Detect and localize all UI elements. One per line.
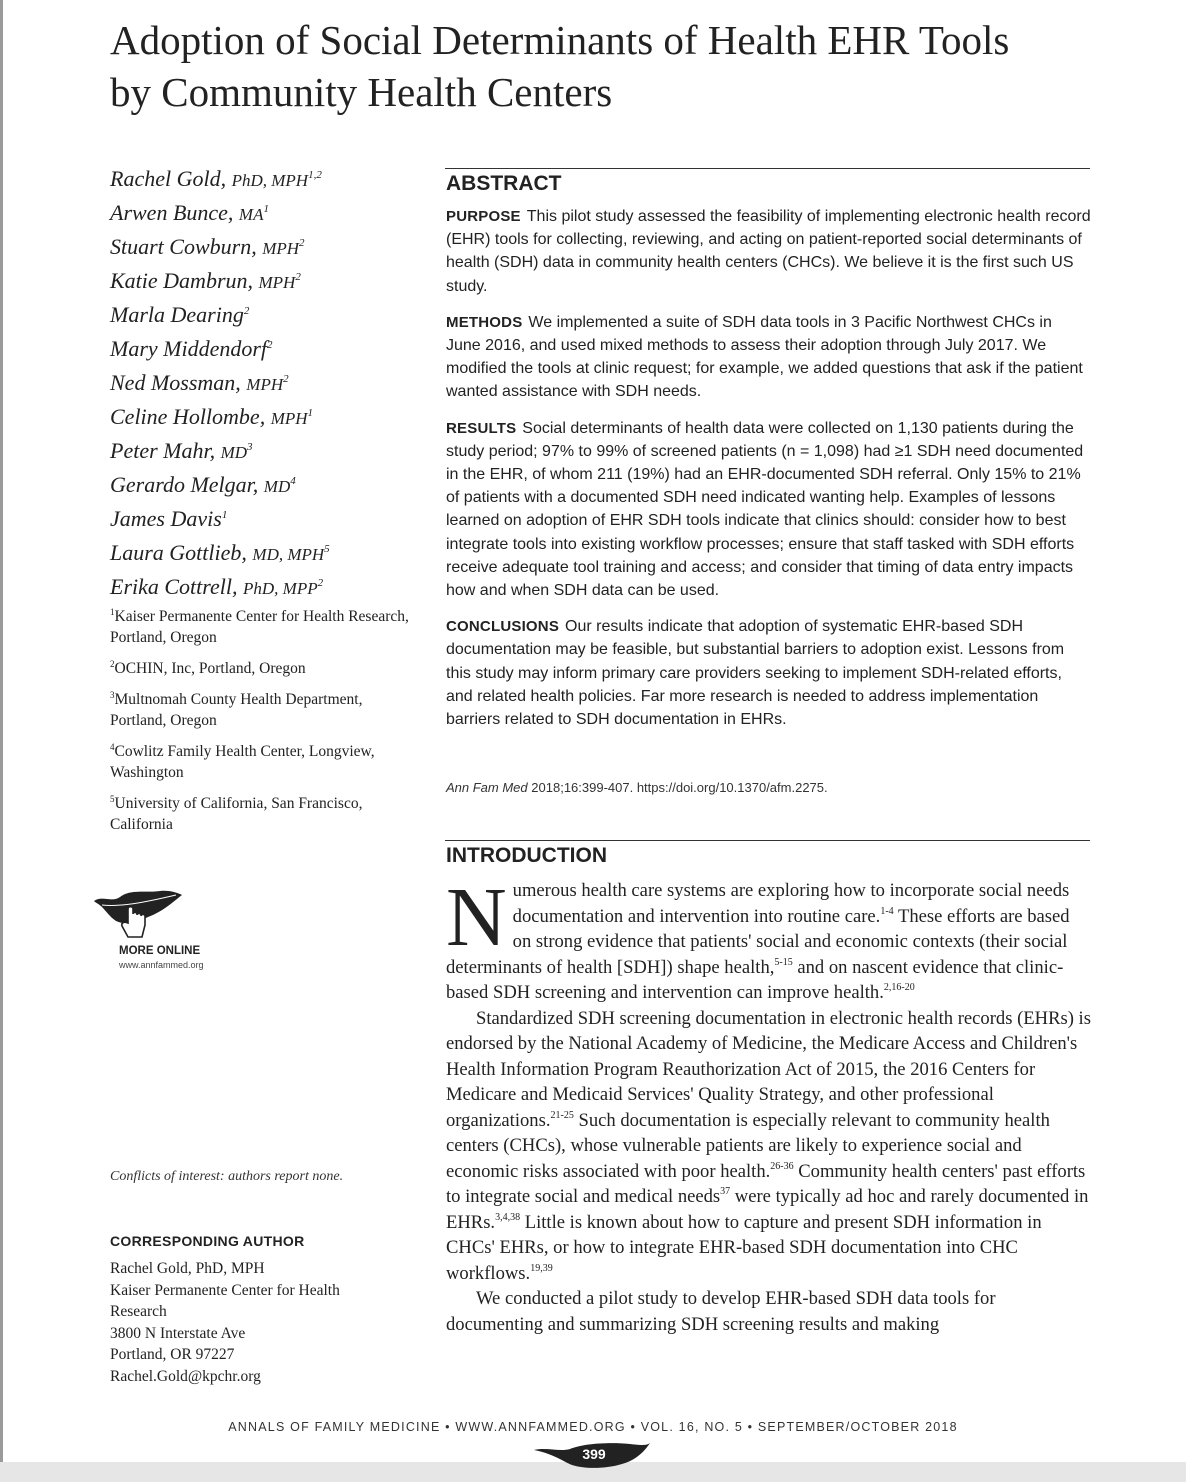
author-name: [110, 196, 410, 230]
more-online-url[interactable]: www.annfammed.org: [119, 960, 204, 970]
citation-journal: Ann Fam Med: [446, 780, 528, 795]
abstract-results: [446, 417, 1091, 603]
abstract-purpose: [446, 205, 1091, 298]
affiliation-item: [110, 658, 410, 679]
author-full-name: Stuart Cowburn,: [110, 234, 257, 259]
author-full-name: Mary Middendorf: [110, 336, 268, 361]
corresponding-address-line: Kaiser Permanente Center for Health: [110, 1281, 340, 1299]
affiliation-item: [110, 793, 410, 835]
introduction-rule: [445, 840, 1090, 841]
corresponding-address-line: 3800 N Interstate Ave: [110, 1324, 246, 1342]
author-full-name: Peter Mahr,: [110, 438, 216, 463]
journal-footer: ANNALS OF FAMILY MEDICINE • WWW.ANNFAMMED.ORG • VOL. 16, NO. 5 • SEPTEMBER/OCTOBER 2018: [228, 1420, 958, 1434]
affiliation-text: Cowlitz Family Health Center, Longview, Washington: [110, 743, 375, 781]
page-number: 399: [582, 1446, 606, 1462]
reference-marker[interactable]: 19,39: [530, 1262, 553, 1274]
author-degree: MD: [220, 443, 248, 462]
intro-paragraph-2: [446, 1006, 1091, 1287]
corresponding-author-details: [110, 1258, 410, 1387]
conflicts-of-interest: Conflicts of interest: authors report none.: [110, 1169, 344, 1184]
more-online-label: MORE ONLINE: [119, 945, 201, 957]
author-degree: MPH: [258, 273, 296, 292]
affiliation-list: [110, 606, 410, 845]
abstract-conclusions: [446, 615, 1091, 731]
affiliation-text: Kaiser Permanente Center for Health Research, Portland, Oregon: [110, 608, 409, 646]
affiliation-number: 1: [110, 607, 115, 617]
more-online-badge[interactable]: [90, 885, 250, 980]
reference-marker[interactable]: 26-36: [770, 1160, 794, 1172]
author-degree: PhD, MPH: [231, 171, 309, 190]
author-full-name: Rachel Gold,: [110, 166, 227, 191]
author-affiliation-marker: 4: [290, 475, 296, 487]
affiliation-text: OCHIN, Inc, Portland, Oregon: [114, 660, 306, 677]
introduction-heading: INTRODUCTION: [446, 844, 607, 867]
methods-text: We implemented a suite of SDH data tools in 3 Pacific Northwest CHCs in June 2016, and used mixed methods to assess their adoption through July 2017. We modified the tools at clinic request; for example, we added questions that ask if the patient wanted assistance with SDH needs.: [446, 313, 1083, 401]
title-line-1: Adoption of Social Determinants of Health EHR Tools: [110, 17, 1010, 63]
author-name: [110, 298, 410, 332]
author-affiliation-marker: 2: [295, 271, 301, 283]
author-full-name: Erika Cottrell,: [110, 574, 238, 599]
reference-marker[interactable]: 2,16-20: [883, 982, 915, 993]
author-name: [110, 468, 410, 502]
author-name: [110, 230, 410, 264]
author-affiliation-marker: 1: [263, 203, 269, 215]
leaf-pointer-icon: [90, 885, 250, 945]
article-title: [110, 14, 1110, 118]
author-full-name: Marla Dearing: [110, 302, 244, 327]
author-full-name: Gerardo Melgar,: [110, 472, 259, 497]
author-affiliation-marker: 5: [324, 543, 330, 555]
author-name: [110, 332, 410, 366]
author-affiliation-marker: 2: [267, 339, 273, 351]
reference-marker[interactable]: 21-25: [550, 1109, 574, 1121]
purpose-label: PURPOSE: [446, 208, 521, 225]
affiliation-text: University of California, San Francisco, California: [110, 795, 363, 833]
author-affiliation-marker: 2: [299, 237, 305, 249]
affiliation-item: [110, 689, 410, 731]
affiliation-number: 5: [110, 794, 115, 804]
affiliation-number: 2: [110, 659, 115, 669]
reference-marker[interactable]: 5-15: [774, 956, 793, 968]
abstract-heading: ABSTRACT: [446, 172, 562, 195]
purpose-text: This pilot study assessed the feasibility of implementing electronic health record (EHR) tools for collecting, reviewing, and acting on patient-reported social determinants of health (SDH) data in community health centers (CHCs). We believe it is the first such US study.: [446, 208, 1091, 295]
author-name: [110, 536, 410, 570]
intro-text: Standardized SDH screening documentation in electronic health records (EHRs) is endorsed by the National Academy of Medicine, the Medicare Access and Children's Health Information Program Reauthorization Act of 2015, the 2016 Centers for Medicare and Medicaid Services' Quality Strategy, and other professional organizations.: [446, 1007, 1091, 1131]
intro-text: These efforts are based on strong evidence that patients' social and economic contexts (their social determinants of health [SDH]) shape health,: [446, 905, 1070, 978]
author-name: [110, 162, 410, 196]
author-degree: MPH: [270, 409, 308, 428]
author-name: [110, 434, 410, 468]
corresponding-author-heading: CORRESPONDING AUTHOR: [110, 1233, 305, 1249]
author-name: [110, 502, 410, 536]
reference-marker[interactable]: 37: [720, 1186, 731, 1197]
author-name: [110, 264, 410, 298]
conclusions-text: Our results indicate that adoption of systematic EHR-based SDH documentation may be feasible, but substantial barriers to adoption exist. Lessons from this study may inform primary care providers seeking to implement SDH-related efforts, and related health policies. Far more research is needed to address implementation barriers related to SDH documentation in EHRs.: [446, 618, 1065, 729]
intro-text: and on nascent evidence that clinic-based SDH screening and intervention can improve health.: [446, 956, 1064, 1003]
reference-marker[interactable]: 1-4: [880, 905, 894, 917]
author-full-name: Ned Mossman,: [110, 370, 241, 395]
author-affiliation-marker: 1,2: [308, 169, 322, 181]
abstract-methods: [446, 311, 1091, 404]
corresponding-address-line: Portland, OR 97227: [110, 1346, 235, 1363]
intro-text: umerous health care systems are exploring how to incorporate social needs documentation and intervention into routine care.: [512, 880, 1070, 927]
article-citation: [446, 780, 828, 795]
author-name: [110, 570, 410, 604]
affiliation-number: 4: [110, 742, 115, 752]
author-full-name: Arwen Bunce,: [110, 200, 234, 225]
intro-paragraph-3: [446, 1286, 1091, 1337]
author-full-name: Laura Gottlieb,: [110, 540, 247, 565]
intro-paragraph-1: [446, 871, 1091, 1006]
affiliation-text: Multnomah County Health Department, Portland, Oregon: [110, 691, 363, 729]
page-number-badge: [532, 1440, 652, 1470]
page-edge-shadow: [0, 0, 3, 1482]
intro-text: We conducted a pilot study to develop EHR-based SDH data tools for documenting and summarizing SDH screening results and making: [446, 1288, 996, 1335]
author-affiliation-marker: 3: [247, 441, 253, 453]
intro-text: were typically ad hoc and rarely documented in EHRs.: [446, 1186, 1089, 1233]
affiliation-number: 3: [110, 690, 115, 700]
conclusions-label: CONCLUSIONS: [446, 618, 560, 636]
author-list: [110, 162, 410, 604]
results-label: RESULTS: [446, 419, 517, 437]
author-degree: MA: [238, 205, 264, 224]
author-name: [110, 400, 410, 434]
results-text: Social determinants of health data were collected on 1,130 patients during the study period; 97% to 99% of screened patients (n = 1,098) had ≥1 SDH need documented in the EHR, of whom 211 (19%) had an EHR-documented SDH referral. Only 15% to 21% of patients with a documented SDH need indicated wanting help. Examples of lessons learned on adoption of EHR SDH tools indicate that clinics should: consider how to best integrate tools into existing workflow processes; ensure that staff tasked with SDH efforts receive adequate tool training and access; and consider that timing of data entry impacts how and when SDH data can be used.: [446, 419, 1084, 600]
corresponding-address-line: Research: [110, 1303, 167, 1320]
reference-marker[interactable]: 3,4,38: [495, 1211, 521, 1223]
corresponding-email[interactable]: Rachel.Gold@kpchr.org: [110, 1367, 261, 1385]
author-full-name: James Davis: [110, 506, 222, 531]
author-full-name: Katie Dambrun,: [110, 268, 253, 293]
affiliation-item: [110, 741, 410, 783]
author-full-name: Celine Hollombe,: [110, 404, 266, 429]
author-affiliation-marker: 2: [317, 577, 324, 589]
author-degree: MPH: [246, 375, 284, 394]
author-degree: MPH: [262, 239, 300, 258]
corresponding-address-line: Rachel Gold, PhD, MPH: [110, 1260, 265, 1277]
author-degree: MD: [263, 477, 291, 496]
abstract-rule: [445, 168, 1090, 169]
introduction-body: [446, 871, 1091, 1337]
drop-cap: N: [446, 871, 507, 964]
author-affiliation-marker: 1: [307, 407, 314, 419]
intro-text: Little is known about how to capture and present SDH information in CHCs' EHRs, or how to integrate EHR-based SDH documentation into CHC workflows.: [446, 1211, 1042, 1284]
methods-label: METHODS: [446, 313, 523, 331]
author-affiliation-marker: 2: [283, 373, 289, 385]
author-degree: PhD, MPP: [243, 579, 318, 598]
author-affiliation-marker: 1: [221, 509, 228, 521]
title-line-2: by Community Health Centers: [110, 69, 613, 115]
author-affiliation-marker: 2: [243, 305, 250, 317]
abstract-body: [446, 205, 1091, 744]
author-degree: MD, MPH: [252, 545, 325, 564]
intro-text: Community health centers' past efforts to integrate social and medical needs: [446, 1160, 1086, 1207]
author-name: [110, 366, 410, 400]
citation-details[interactable]: 2018;16:399-407. https://doi.org/10.1370/afm.2275.: [531, 780, 828, 795]
intro-text: Such documentation is especially relevant to community health centers (CHCs), whose vulnerable patients are likely to experience social and economic risks associated with poor health.: [446, 1109, 1050, 1182]
affiliation-item: [110, 606, 410, 648]
